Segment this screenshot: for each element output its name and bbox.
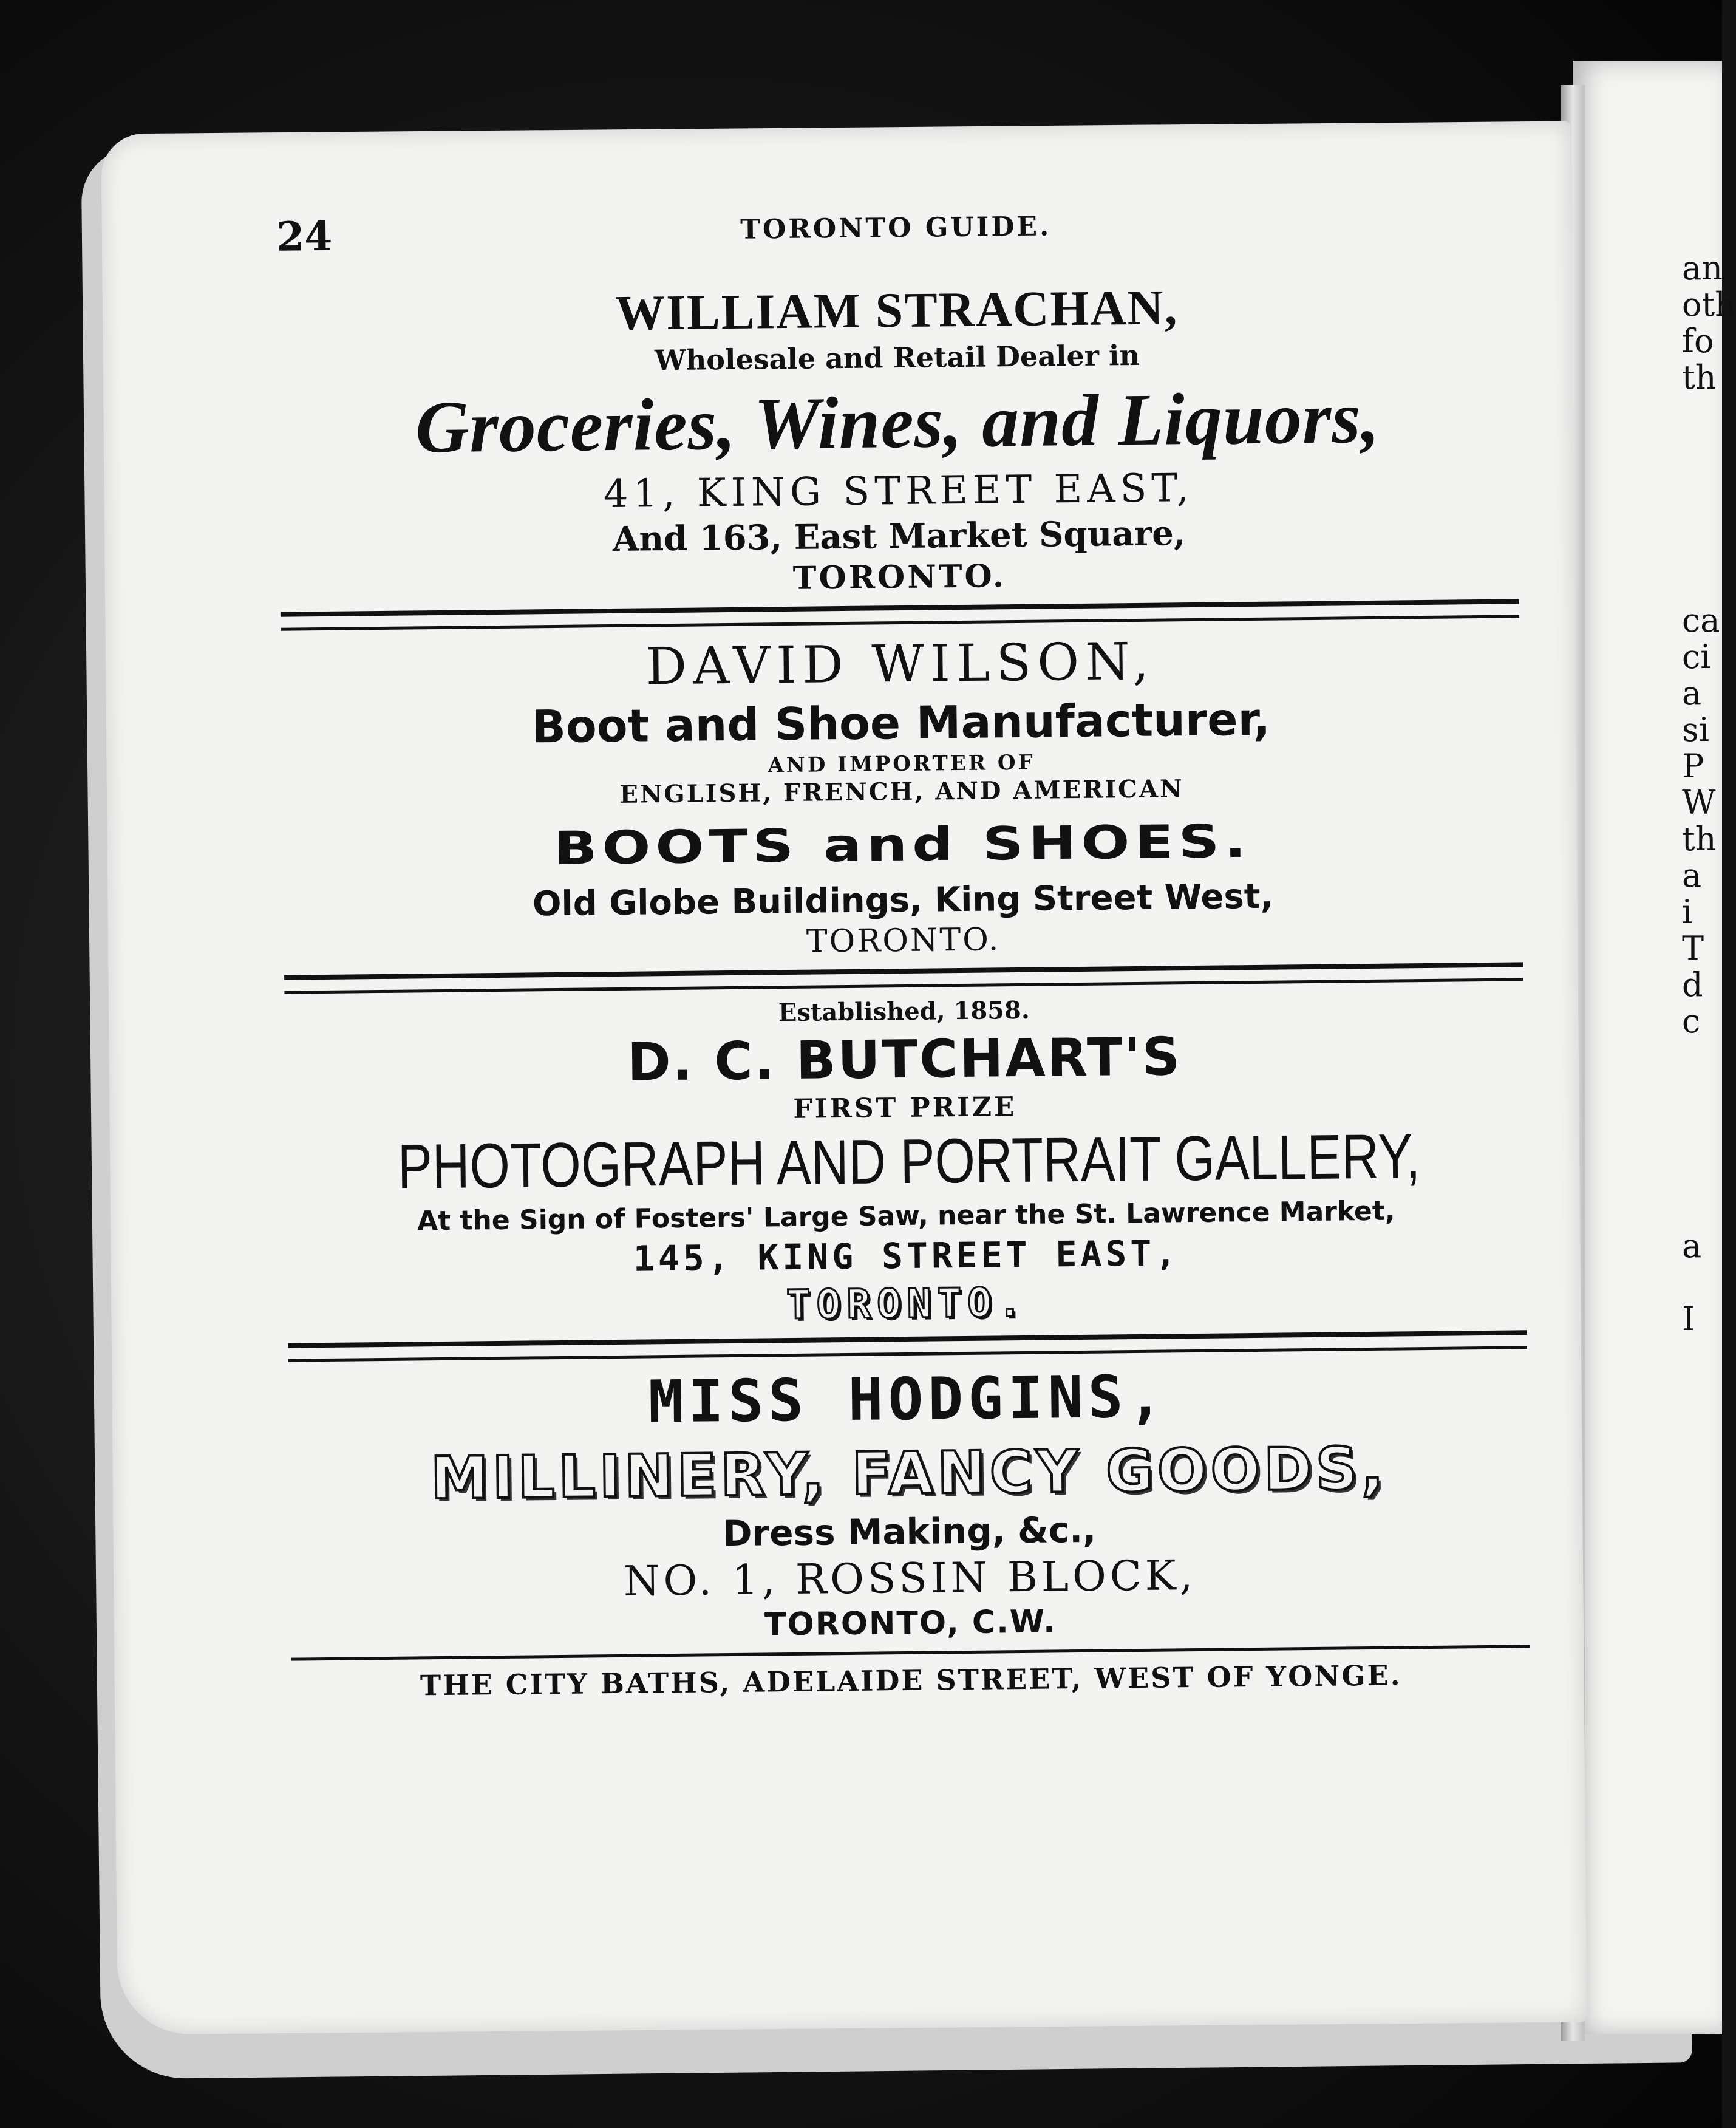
advertiser-address: Old Globe Buildings, King Street West,: [532, 876, 1274, 924]
advertiser-subtitle: Wholesale and Retail Dealer in: [654, 338, 1140, 377]
advertiser-address: 41, KING STREET EAST,: [603, 465, 1194, 517]
advertiser-sign: At the Sign of Fosters' Large Saw, near the St. Lawrence Market,: [417, 1195, 1395, 1237]
facing-page-fragment: ca: [1682, 601, 1720, 639]
page-footer: THE CITY BATHS, ADELAIDE STREET, WEST OF YONGE.: [420, 1659, 1402, 1702]
advertiser-subtitle: Dress Making, &c.,: [723, 1509, 1097, 1555]
facing-page-fragment: si: [1682, 711, 1709, 749]
advertiser-headline: PHOTOGRAPH AND PORTRAIT GALLERY,: [397, 1121, 1421, 1202]
advertiser-prize: FIRST PRIZE: [793, 1091, 1017, 1125]
facing-page-fragment: d: [1682, 966, 1703, 1004]
facing-page-fragment: an: [1682, 249, 1723, 287]
advertiser-origins: ENGLISH, FRENCH, AND AMERICAN: [619, 774, 1184, 809]
established-date: Established, 1858.: [778, 995, 1030, 1028]
advertiser-importer: AND IMPORTER OF: [768, 750, 1035, 778]
facing-page-fragment: oth: [1682, 285, 1736, 324]
facing-page-fragment: P: [1682, 747, 1704, 785]
ad-strachan: [277, 275, 1519, 602]
advertiser-headline: BOOTS and SHOES.: [553, 814, 1251, 876]
facing-page-fragment: th: [1682, 358, 1717, 397]
facing-page-fragment: a: [1682, 1227, 1702, 1265]
facing-page-fragment: th: [1682, 820, 1717, 858]
running-head: TORONTO GUIDE.: [740, 211, 1052, 245]
facing-page-fragment: i: [1682, 893, 1693, 931]
advertiser-name: WILLIAM STRACHAN,: [614, 279, 1179, 341]
advertiser-trade: Boot and Shoe Manufacturer,: [531, 693, 1271, 754]
advertiser-headline: Groceries, Wines, and Liquors,: [415, 376, 1381, 469]
advertiser-address: NO. 1, ROSSIN BLOCK,: [623, 1552, 1197, 1606]
facing-page-fragment: a: [1682, 856, 1702, 895]
advertiser-city: TORONTO.: [786, 1278, 1029, 1329]
divider-rule: [291, 1645, 1530, 1660]
facing-page-fragment: fo: [1682, 322, 1714, 360]
page-content: [276, 200, 1533, 1962]
facing-page-fragment: c: [1682, 1002, 1701, 1040]
ad-hodgins: [288, 1359, 1530, 1648]
divider-rule: [284, 962, 1523, 994]
facing-page-fragment: I: [1682, 1300, 1695, 1338]
advertiser-city: TORONTO, C.W.: [764, 1603, 1057, 1643]
advertiser-address-2: And 163, East Market Square,: [612, 513, 1186, 559]
advertiser-name: MISS HODGINS,: [648, 1362, 1168, 1436]
advertiser-headline: MILLINERY, FANCY GOODS,: [430, 1434, 1387, 1513]
divider-rule: [288, 1330, 1527, 1362]
advertiser-city: TORONTO.: [792, 558, 1007, 597]
advertiser-name: DAVID WILSON,: [645, 631, 1156, 697]
divider-rule: [281, 599, 1519, 630]
facing-page-fragment: ci: [1682, 638, 1711, 676]
page-number: 24: [276, 212, 333, 261]
facing-page-fragment: W: [1682, 783, 1716, 822]
advertiser-name: D. C. BUTCHART'S: [627, 1026, 1182, 1093]
facing-page-fragment: T: [1682, 929, 1704, 967]
ad-butchart: [285, 991, 1527, 1333]
page-header: [276, 200, 1516, 279]
ad-wilson: [281, 627, 1522, 965]
advertiser-city: TORONTO.: [806, 921, 1001, 960]
facing-page-fragment: a: [1682, 674, 1702, 712]
advertiser-address: 145, KING STREET EAST,: [633, 1232, 1180, 1280]
